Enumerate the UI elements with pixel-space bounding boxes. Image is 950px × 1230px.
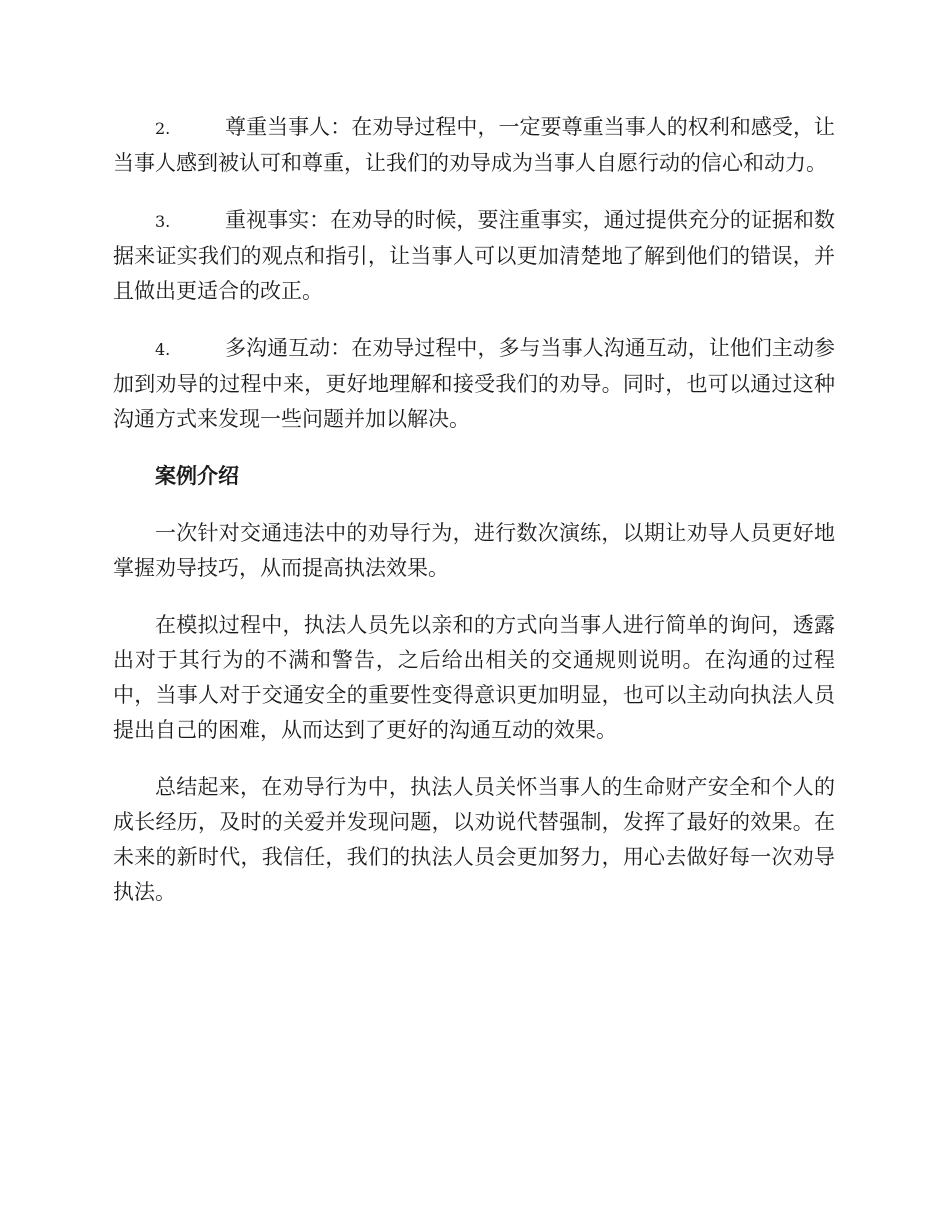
list-item-text: 重视事实：在劝导的时候，要注重事实，通过提供充分的证据和数据来证实我们的观点和指引，让当事人可以更加清楚地了解到他们的错误，并且做出更适合的改正。 [113,208,835,303]
list-number: 4. [155,340,171,359]
list-item-text: 尊重当事人：在劝导过程中，一定要尊重当事人的权利和感受，让当事人感到被认可和尊重，让我们的劝导成为当事人自愿行动的信心和动力。 [113,115,835,175]
list-number: 3. [155,212,171,231]
list-item-3 [113,203,835,309]
list-item-2 [113,110,835,181]
paragraph-summary: 总结起来，在劝导行为中，执法人员关怀当事人的生命财产安全和个人的成长经历，及时的关爱并发现问题，以劝说代替强制，发挥了最好的效果。在未来的新时代，我信任，我们的执法人员会更加努力，用心去做好每一次劝导执法。 [113,775,835,904]
paragraph-case-intro: 一次针对交通违法中的劝导行为，进行数次演练，以期让劝导人员更好地掌握劝导技巧，从而提高执法效果。 [113,521,835,580]
paragraph-simulation: 在模拟过程中，执法人员先以亲和的方式向当事人进行简单的询问，透露出对于其行为的不满和警告，之后给出相关的交通规则说明。在沟通的过程中，当事人对于交通安全的重要性变得意识更加明显，也可以主动向执法人员提出自己的困难，从而达到了更好的沟通互动的效果。 [113,613,835,742]
document-body [113,110,835,932]
list-item-text: 多沟通互动：在劝导过程中，多与当事人沟通互动，让他们主动参加到劝导的过程中来，更好地理解和接受我们的劝导。同时，也可以通过这种沟通方式来发现一些问题并加以解决。 [113,336,835,431]
section-heading: 案例介绍 [155,464,239,488]
list-item-4 [113,331,835,437]
list-number: 2. [155,119,171,138]
